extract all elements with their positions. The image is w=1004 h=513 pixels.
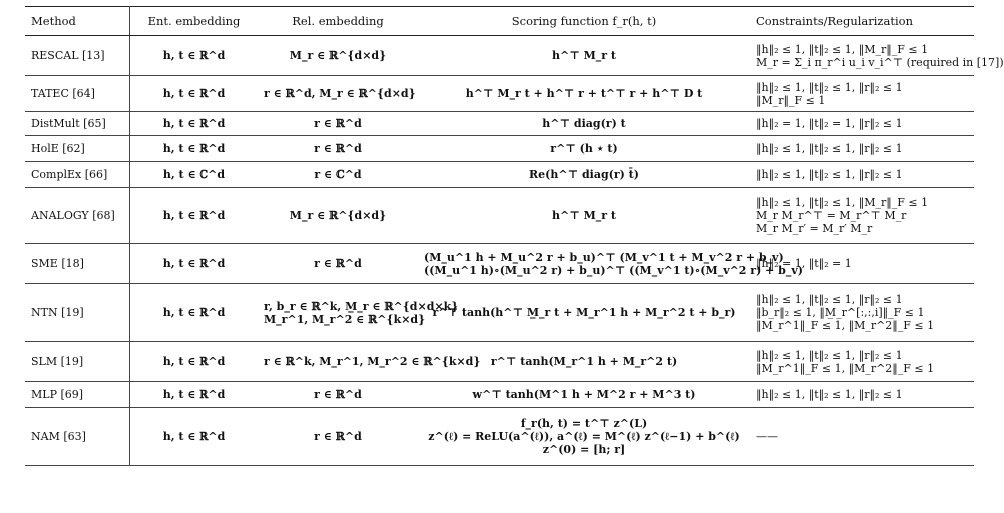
cell-rel-embedding: [258, 162, 418, 188]
table-row: [25, 382, 974, 408]
table-row: [25, 342, 974, 382]
cell-ent-embedding: h, t ∈ ℝ^d: [130, 342, 259, 382]
cell-ent-embedding: h, t ∈ ℝ^d: [130, 136, 259, 162]
cell-scoring-function: [418, 162, 750, 188]
cell-rel-embedding-line: r ∈ ℝ^d: [314, 142, 362, 155]
cell-scoring-function: [418, 244, 803, 284]
cell-constraints: [750, 342, 974, 382]
cell-constraints-line: ‖M_r^1‖_F ≤ 1, ‖M_r^2‖_F ≤ 1: [756, 361, 935, 375]
cell-scoring-function-line: r^⊤ (h ⋆ t): [550, 142, 618, 155]
cell-rel-embedding-line: r ∈ ℝ^d: [314, 388, 362, 401]
cell-rel-embedding: [258, 284, 459, 342]
cell-scoring-function-line: h^⊤ M_r t: [552, 49, 616, 62]
cell-constraints-line: M_r M_r′ = M_r′ M_r: [756, 222, 873, 235]
cell-scoring-function-line: z^(ℓ) = ReLU(a^(ℓ)), a^(ℓ) = M^(ℓ) z^(ℓ−1) + b^(ℓ): [428, 430, 740, 443]
cell-method: SME [18]: [25, 244, 130, 284]
cell-constraints-line: ——: [756, 430, 778, 443]
table-row: [25, 76, 974, 112]
cell-ent-embedding: h, t ∈ ℝ^d: [130, 408, 259, 466]
cell-scoring-function-line: ((M_u^1 h)∘(M_u^2 r) + b_u)^⊤ ((M_v^1 t)∘(M_v^2 r) + b_v): [424, 263, 803, 277]
cell-method: SLM [19]: [25, 342, 130, 382]
table-body: [25, 36, 1004, 466]
cell-scoring-function-line: r^⊤ tanh(h^⊤ M̲_r t + M_r^1 h + M_r^2 t + b_r): [432, 306, 736, 319]
table-row: [25, 36, 974, 76]
cell-method: ComplEx [66]: [25, 162, 130, 188]
cell-method: ANALOGY [68]: [25, 188, 130, 244]
cell-constraints: [750, 76, 974, 112]
table-row: [25, 188, 974, 244]
cell-ent-embedding: h, t ∈ ℂ^d: [130, 162, 259, 188]
cell-rel-embedding: [258, 136, 418, 162]
cell-rel-embedding-line: r ∈ ℝ^d, M_r ∈ ℝ^{d×d}: [264, 87, 416, 100]
table-row: [25, 136, 974, 162]
cell-rel-embedding-line: r, b_r ∈ ℝ^k, M̲_r ∈ ℝ^{d×d×k}: [264, 299, 459, 313]
cell-rel-embedding-line: M_r ∈ ℝ^{d×d}: [289, 209, 387, 222]
cell-rel-embedding-line: r ∈ ℂ^d: [314, 168, 362, 181]
cell-scoring-function-line: w^⊤ tanh(M^1 h + M^2 r + M^3 t): [472, 388, 696, 401]
cell-scoring-function-line: f_r(h, t) = t^⊤ z^(L): [520, 417, 648, 430]
cell-constraints-line: ‖h‖₂ ≤ 1, ‖t‖₂ ≤ 1, ‖r‖₂ ≤ 1: [756, 142, 903, 155]
cell-scoring-function-line: (M_u^1 h + M_u^2 r + b_u)^⊤ (M_v^1 t + M_v^2 r + b_v): [424, 250, 784, 264]
cell-rel-embedding: [258, 408, 418, 466]
cell-method: RESCAL [13]: [25, 36, 130, 76]
cell-constraints-line: ‖h‖₂ = 1, ‖t‖₂ = 1, ‖r‖₂ ≤ 1: [756, 117, 903, 130]
cell-ent-embedding: h, t ∈ ℝ^d: [130, 112, 259, 136]
table-row: [25, 408, 974, 466]
cell-scoring-function-line: Re(h^⊤ diag(r) t̄): [529, 168, 639, 181]
cell-scoring-function-line: h^⊤ M_r t + h^⊤ r + t^⊤ r + h^⊤ D t: [465, 87, 703, 100]
cell-constraints: [750, 162, 974, 188]
cell-ent-embedding: h, t ∈ ℝ^d: [130, 188, 259, 244]
cell-rel-embedding: [258, 76, 418, 112]
cell-scoring-function: [418, 76, 750, 112]
cell-scoring-function: [418, 408, 750, 466]
cell-rel-embedding-line: r ∈ ℝ^d: [314, 430, 362, 443]
table-row: [25, 112, 974, 136]
cell-ent-embedding: h, t ∈ ℝ^d: [130, 76, 259, 112]
cell-constraints-line: ‖h‖₂ ≤ 1, ‖t‖₂ ≤ 1, ‖r‖₂ ≤ 1: [756, 168, 903, 181]
table-container: [25, 6, 1004, 466]
cell-constraints-line: ‖h‖₂ = 1, ‖t‖₂ = 1: [756, 257, 852, 270]
cell-constraints-line: M_r = Σ_i π_r^i u_i v_i^⊤ (required in [17]): [756, 55, 1004, 69]
header-scoring-function: Scoring function f_r(h, t): [418, 7, 750, 36]
cell-method: MLP [69]: [25, 382, 130, 408]
cell-method: HolE [62]: [25, 136, 130, 162]
cell-scoring-function-line: h^⊤ M_r t: [552, 209, 616, 222]
cell-rel-embedding-line: r ∈ ℝ^d: [314, 117, 362, 130]
cell-scoring-function: [418, 188, 750, 244]
cell-constraints-line: M_r M_r^⊤ = M_r^⊤ M_r: [756, 209, 907, 222]
cell-ent-embedding: h, t ∈ ℝ^d: [130, 382, 259, 408]
cell-scoring-function-line: z^(0) = [h; r]: [542, 443, 626, 456]
header-rel-embedding: Rel. embedding: [258, 7, 418, 36]
cell-scoring-function: [418, 112, 750, 136]
cell-constraints-line: ‖b_r‖₂ ≤ 1, ‖M̲_r^[:,:,i]‖_F ≤ 1: [756, 306, 925, 319]
cell-scoring-function: [418, 36, 750, 76]
cell-constraints-line: ‖h‖₂ ≤ 1, ‖t‖₂ ≤ 1, ‖M_r‖_F ≤ 1: [756, 42, 929, 56]
cell-rel-embedding-line: r ∈ ℝ^k, M_r^1, M_r^2 ∈ ℝ^{k×d}: [264, 355, 481, 368]
table-row: [25, 162, 974, 188]
cell-rel-embedding: [258, 244, 418, 284]
header-constraints: Constraints/Regularization: [750, 7, 974, 36]
table-row: [25, 244, 974, 284]
cell-scoring-function: [418, 382, 750, 408]
cell-constraints: [750, 382, 974, 408]
cell-constraints: [750, 188, 974, 244]
cell-rel-embedding: [258, 112, 418, 136]
cell-constraints-line: ‖M_r^1‖_F ≤ 1, ‖M_r^2‖_F ≤ 1: [756, 319, 935, 332]
cell-method: DistMult [65]: [25, 112, 130, 136]
cell-scoring-function-line: r^⊤ tanh(M_r^1 h + M_r^2 t): [490, 355, 678, 368]
cell-constraints-line: ‖h‖₂ ≤ 1, ‖t‖₂ ≤ 1, ‖r‖₂ ≤ 1: [756, 293, 903, 306]
cell-scoring-function: [418, 136, 750, 162]
table-row: [25, 284, 974, 342]
header-method: Method: [25, 7, 130, 36]
cell-rel-embedding-line: r ∈ ℝ^d: [314, 257, 362, 270]
cell-rel-embedding: [258, 342, 481, 382]
cell-constraints-line: ‖M_r‖_F ≤ 1: [756, 93, 826, 107]
cell-constraints: [750, 284, 974, 342]
header-ent-embedding: Ent. embedding: [130, 7, 259, 36]
cell-constraints: [750, 244, 974, 284]
cell-ent-embedding: h, t ∈ ℝ^d: [130, 244, 259, 284]
cell-rel-embedding: [258, 188, 418, 244]
cell-constraints-line: ‖h‖₂ ≤ 1, ‖t‖₂ ≤ 1, ‖r‖₂ ≤ 1: [756, 388, 903, 401]
comparison-table: [25, 6, 1004, 466]
cell-scoring-function: [418, 284, 750, 342]
table-header-row: [25, 7, 974, 36]
cell-method: NAM [63]: [25, 408, 130, 466]
cell-constraints: [750, 36, 1004, 76]
cell-rel-embedding: [258, 382, 418, 408]
cell-method: NTN [19]: [25, 284, 130, 342]
cell-ent-embedding: h, t ∈ ℝ^d: [130, 36, 259, 76]
cell-rel-embedding: [258, 36, 418, 76]
cell-constraints: [750, 112, 974, 136]
cell-ent-embedding: h, t ∈ ℝ^d: [130, 284, 259, 342]
cell-constraints-line: ‖h‖₂ ≤ 1, ‖t‖₂ ≤ 1, ‖r‖₂ ≤ 1: [756, 348, 903, 362]
cell-rel-embedding-line: M_r^1, M_r^2 ∈ ℝ^{k×d}: [264, 312, 426, 326]
cell-constraints: [750, 408, 974, 466]
cell-constraints-line: ‖h‖₂ ≤ 1, ‖t‖₂ ≤ 1, ‖r‖₂ ≤ 1: [756, 80, 903, 94]
cell-constraints-line: ‖h‖₂ ≤ 1, ‖t‖₂ ≤ 1, ‖M_r‖_F ≤ 1: [756, 196, 929, 209]
cell-method: TATEC [64]: [25, 76, 130, 112]
cell-scoring-function-line: h^⊤ diag(r) t: [542, 117, 626, 130]
cell-rel-embedding-line: M_r ∈ ℝ^{d×d}: [289, 49, 387, 62]
cell-constraints: [750, 136, 974, 162]
